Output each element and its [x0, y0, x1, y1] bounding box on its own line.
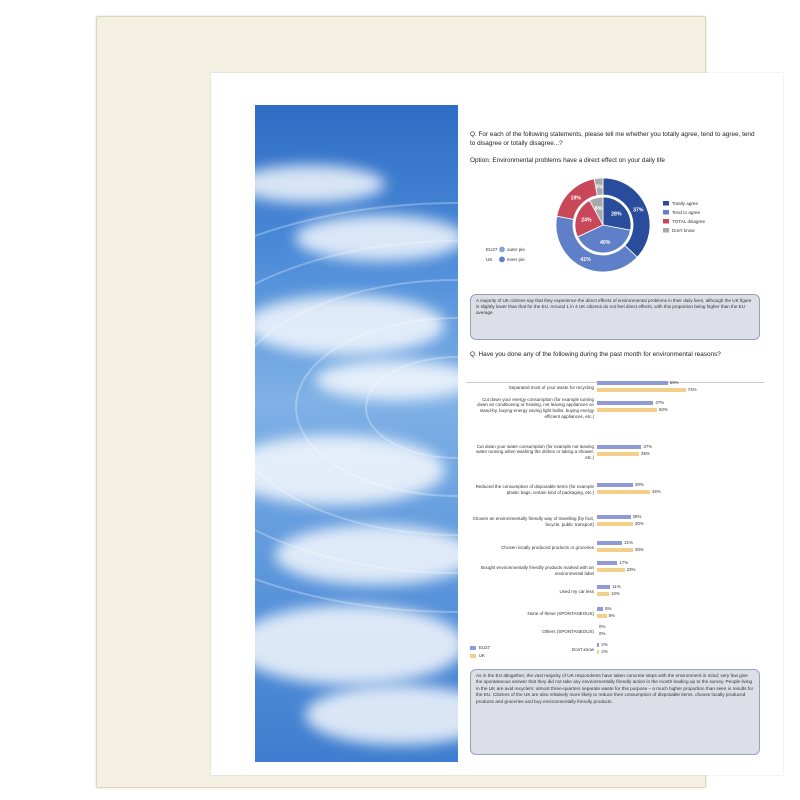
bar-value-label: 21%	[624, 540, 633, 546]
bar-value-label: 2%	[601, 642, 608, 648]
eu-outer-slice-label: 19%	[570, 195, 581, 202]
eu-bar	[597, 445, 641, 449]
bar-category-label: Bought environmentally friendly products marked with an environmental label	[480, 565, 594, 576]
bar-category-label: Don't know	[571, 647, 594, 653]
legend-eu-label: EU27	[479, 645, 490, 650]
eu-outer-slice-label: 3%	[595, 184, 604, 191]
uk-bar	[597, 592, 609, 596]
sky-photo	[255, 105, 458, 762]
bar-value-label: 10%	[611, 591, 620, 597]
cloud	[255, 165, 385, 203]
eu-bar	[597, 483, 633, 487]
uk-bar	[597, 614, 607, 618]
question-2: Q. Have you done any of the following during the past month for environmental reasons?	[470, 351, 721, 358]
bar-value-label: 37%	[643, 444, 653, 450]
uk-inner-slice-label: 24%	[581, 217, 592, 224]
bar-category-label: Cut down your water consumption (for example not leaving water running when washing the dishes or taking a shower, etc.)	[476, 443, 594, 460]
eu-bar	[597, 515, 631, 519]
bar-category-label: Cut down your energy consumption (for example turning down air conditioning or heating, not leaving appliances on stand-by, buying energy saving light bulbs, buying energy efficient appliances, etc.)	[477, 396, 594, 419]
ring-legend-name: UK	[486, 257, 493, 262]
bar-category-label: Chosen locally produced products or groceries	[501, 545, 594, 551]
uk-bar	[597, 650, 599, 654]
bar-value-label: 30%	[635, 547, 644, 553]
bar-value-label: 35%	[641, 451, 650, 457]
cloud	[255, 605, 458, 685]
bar-value-label: 8%	[608, 613, 615, 619]
eu-bar	[597, 561, 617, 565]
ring-legend-name: EU27	[486, 247, 498, 252]
pie-legend-label: Don't know	[672, 228, 695, 233]
uk-inner-slice-label: 8%	[594, 205, 603, 212]
uk-bar	[597, 388, 686, 392]
uk-bar	[597, 522, 633, 526]
leaflet-page	[211, 73, 783, 775]
plastic-sleeve	[96, 16, 755, 788]
bar-value-label: 59%	[669, 380, 679, 386]
legend-uk-label: UK	[479, 653, 486, 658]
bar-value-label: 2%	[601, 649, 608, 655]
bar-value-label: 23%	[626, 567, 636, 573]
bar-value-label: 47%	[655, 400, 665, 406]
legend-uk-swatch	[470, 654, 476, 658]
bar-value-label: 0%	[599, 624, 606, 630]
bar-category-label: Separated most of your waste for recycling	[508, 385, 594, 391]
bar-category-label: Others (SPONTANEOUS)	[542, 629, 594, 635]
eu-bar	[597, 381, 668, 385]
summary-text-1: A majority of UK citizens say that they experience the direct effects of environmental problems in their daily lives, although the UK figure is slightly lower than that for the EU. Around 1 in 4 UK citizens do not feel direct effects, with this proportion being higher than the EU average.	[476, 298, 752, 315]
eu-bar	[597, 541, 622, 545]
uk-bar	[597, 452, 639, 456]
ring-legend-note: inner pie	[507, 257, 525, 262]
question-1: Q. For each of the following statements, please tell me whether you totally agree, tend to agree, tend to disagree or totally disagree...?	[470, 131, 755, 147]
bar-value-label: 44%	[651, 489, 661, 495]
eu-outer-slice-label: 41%	[580, 257, 591, 264]
uk-bar	[597, 408, 657, 412]
bar-category-label: Used my car less	[559, 589, 594, 595]
option-1: Option: Environmental problems have a direct effect on your daily life	[470, 157, 665, 164]
eu-bar	[597, 607, 603, 611]
pie-legend-label: Tend to agree	[672, 210, 701, 215]
cloud	[305, 685, 458, 745]
ring-legend-note: outer pie	[507, 247, 525, 252]
bar-value-label: 28%	[632, 514, 642, 520]
bar-value-label: 17%	[619, 560, 629, 566]
bar-value-label: 74%	[687, 387, 697, 393]
bar-category-label: None of these (SPONTANEOUS)	[527, 611, 594, 617]
uk-inner-slice-label: 28%	[611, 211, 622, 218]
bar-value-label: 30%	[635, 482, 644, 488]
summary-box-2	[470, 669, 760, 755]
ripple-ring	[255, 202, 458, 613]
pie-legend-label: TOTAL disagree	[672, 219, 706, 224]
bar-value-label: 11%	[612, 584, 621, 590]
eu-bar	[597, 585, 610, 589]
legend-eu-swatch	[470, 646, 476, 650]
uk-bar	[597, 490, 650, 494]
eu-outer-slice-label: 37%	[633, 207, 644, 214]
eu-bar	[597, 401, 653, 405]
bar-chart	[466, 105, 766, 762]
uk-bar	[597, 548, 633, 552]
summary-text-2: As in the EU altogether, the vast majority of UK respondents have taken concrete steps with the environment in mind; very few give the spontaneous answer that they did not take any environmentally friendly action in the month leading up to the survey. People living in the UK are avid recyclers: almost three-quarters separate waste for this purpose – a much higher proportion than seen in results for the EU. Citizens of the UK are also relatively more likely to reduce their consumption of disposable items, choose locally produced products and groceries and buy environmentally friendly products.	[476, 673, 754, 704]
bar-category-label: Reduced the consumption of disposable items (for example plastic bags, certain kind of packaging, etc.)	[475, 484, 594, 495]
uk-inner-slice-label: 40%	[599, 240, 611, 247]
bar-value-label: 5%	[605, 606, 612, 612]
bar-value-label: 50%	[659, 407, 668, 413]
bar-value-label: 0%	[599, 631, 606, 637]
bar-category-label: Chosen an environmentally friendly way of travelling (by foot, bicycle, public transport)	[472, 516, 594, 527]
uk-bar	[597, 568, 625, 572]
bar-value-label: 30%	[635, 521, 644, 527]
pie-legend-label: Totally agree	[672, 201, 699, 206]
eu-bar	[597, 643, 599, 647]
page-content	[466, 105, 766, 762]
